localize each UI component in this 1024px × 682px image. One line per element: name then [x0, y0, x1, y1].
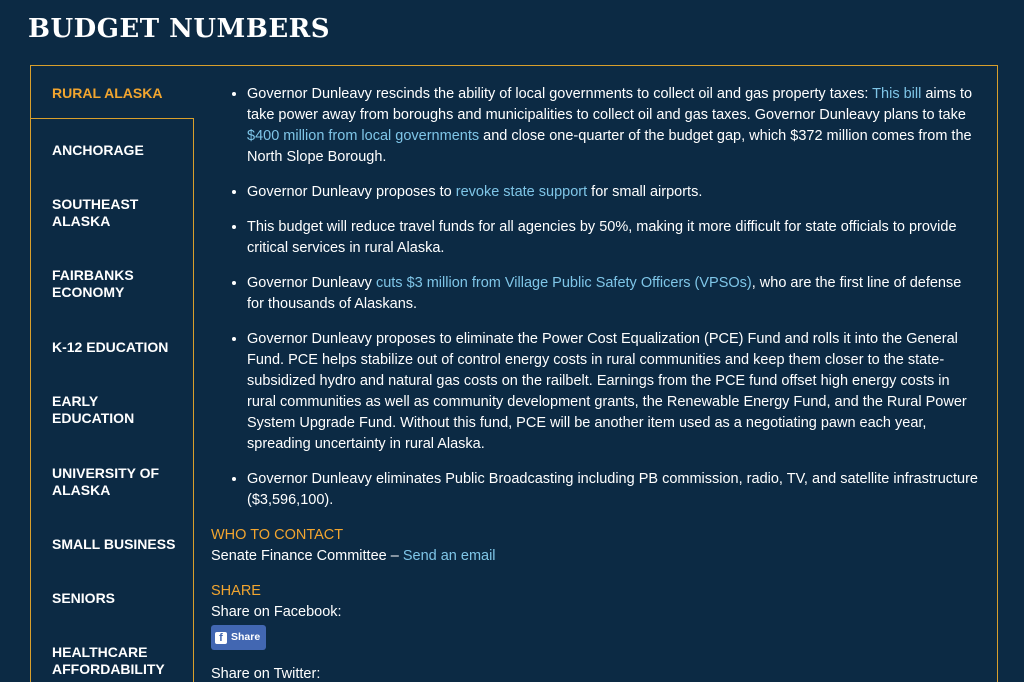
share-heading: SHARE: [211, 583, 261, 599]
bullet-text: This budget will reduce travel funds for all agencies by 50%, making it more difficult for state officials to provide critical services in rural Alaska.: [247, 219, 957, 256]
tab-small-business[interactable]: SMALL BUSINESS: [52, 536, 176, 552]
tab-k12-education[interactable]: K-12 EDUCATION: [52, 339, 169, 355]
bullet-text: Governor Dunleavy: [247, 275, 376, 291]
share-facebook-label: Share on Facebook:: [211, 604, 342, 620]
bullet-text: aims to take power away from boroughs and municipalities to collect oil and gas taxes. Governor Dunleavy plans to take: [247, 86, 973, 123]
bullet-text: Governor Dunleavy proposes to eliminate the Power Cost Equalization (PCE) Fund and rolls it into the General Fund. PCE helps stabilize out of control energy costs in rural communities and keep them closer to the state-subsidized hydro and natural gas costs on the railbelt. Earnings from the PCE fund offset high energy costs in rural communities as well as community development grants, the Renewable Energy Fund, and the Rural Power System Upgrade Fund. Without this fund, PCE will be another item used as a negotiating pawn each year, spreading uncertainty in rural Alaska.: [247, 331, 967, 452]
tab-rural-alaska[interactable]: RURAL ALASKA: [30, 65, 194, 119]
list-item: [247, 84, 981, 168]
facebook-share-button[interactable]: [211, 625, 266, 650]
tab-southeast-alaska[interactable]: SOUTHEAST ALASKA: [52, 196, 139, 229]
tab-seniors[interactable]: SENIORS: [52, 590, 116, 606]
tab-list: [30, 65, 194, 682]
bullet-text: , who are the first line of defense for thousands of Alaskans.: [247, 275, 962, 312]
bullet-text: and close one-quarter of the budget gap, which $372 million comes from the North Slope Borough.: [247, 128, 972, 165]
contact-text: Senate Finance Committee –: [211, 548, 403, 564]
tab-university-of-alaska[interactable]: UNIVERSITY OF ALASKA: [52, 465, 160, 498]
bullet-text: for small airports.: [587, 184, 703, 200]
list-item: [247, 273, 981, 315]
list-item: [247, 469, 981, 511]
facebook-share-label: Share: [231, 631, 261, 643]
list-item: [247, 217, 981, 259]
bullet-text: Governor Dunleavy eliminates Public Broadcasting including PB commission, radio, TV, and satellite infrastructure ($3,596,100).: [247, 471, 978, 508]
tab-healthcare-affordability[interactable]: HEALTHCARE AFFORDABILITY: [52, 644, 165, 677]
revoke-state-support-link[interactable]: revoke state support: [455, 184, 588, 200]
tab-content: [211, 84, 981, 682]
contact-heading: WHO TO CONTACT: [211, 527, 344, 543]
tab-column: [30, 119, 194, 682]
tab-anchorage[interactable]: ANCHORAGE: [52, 142, 144, 158]
list-item: [247, 329, 981, 455]
tab-early-education[interactable]: EARLY EDUCATION: [52, 393, 135, 426]
send-email-link[interactable]: Send an email: [402, 548, 496, 564]
vpso-cuts-link[interactable]: cuts $3 million from Village Public Safety Officers (VPSOs): [375, 275, 752, 291]
list-item: [247, 182, 981, 203]
this-bill-link[interactable]: This bill: [872, 86, 922, 102]
bullet-list: [211, 84, 981, 511]
facebook-icon: f: [215, 632, 227, 644]
bullet-text: Governor Dunleavy rescinds the ability of local governments to collect oil and gas property taxes:: [247, 86, 873, 102]
share-twitter-label: Share on Twitter:: [211, 666, 321, 682]
tab-fairbanks-economy[interactable]: FAIRBANKS ECONOMY: [52, 267, 134, 300]
contact-line: [211, 546, 981, 567]
page-title: BUDGET NUMBERS: [28, 14, 331, 44]
bullet-text: Governor Dunleavy proposes to: [247, 184, 456, 200]
local-governments-link[interactable]: $400 million from local governments: [247, 128, 480, 144]
